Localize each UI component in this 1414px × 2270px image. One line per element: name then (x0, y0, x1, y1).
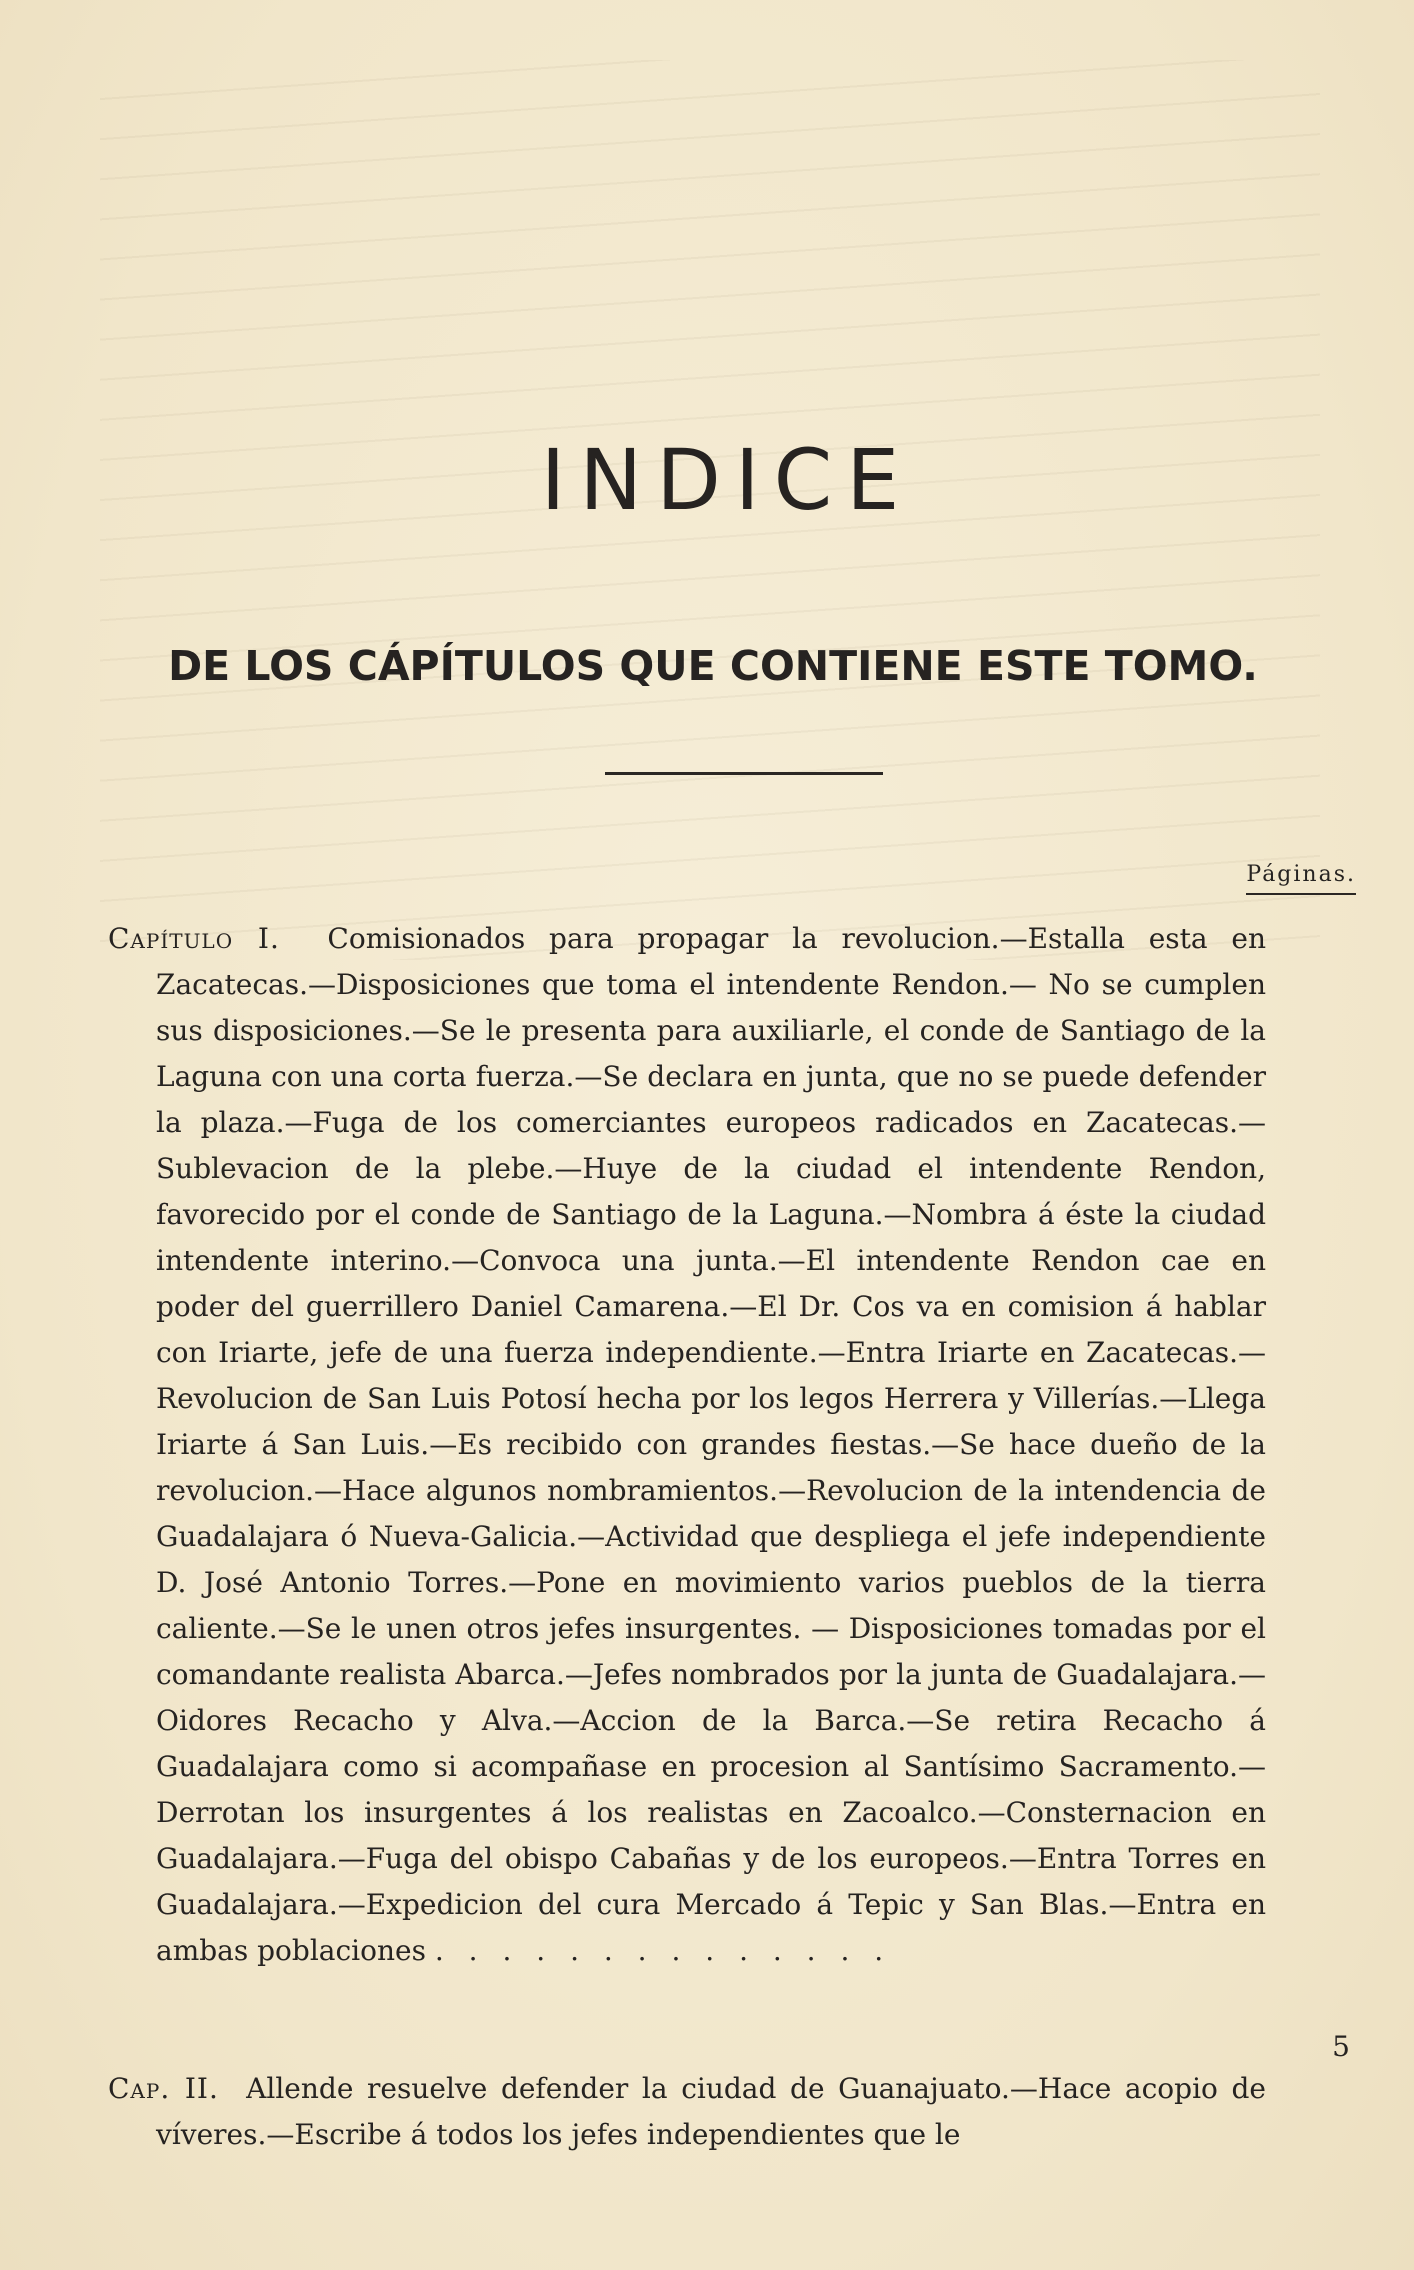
title-divider (605, 772, 883, 775)
chapter-text: Allende resuelve defender la ciudad de Guanajuato.—Hace acopio de víveres.—Escribe á todos los jefes independientes que le (156, 2072, 1267, 2151)
chapter-summary (108, 2066, 1267, 2158)
chapter-label: Capítulo I. (108, 922, 280, 955)
page-subtitle: DE LOS CÁPÍTULOS QUE CONTIENE ESTE TOMO. (168, 642, 1258, 690)
chapter-entry (108, 916, 1266, 1974)
chapter-text: Comisionados para propagar la revolucion.—Estalla esta en Zacatecas.—Disposiciones que toma el intendente Rendon.— No se cumplen sus disposiciones.—Se le presenta para auxiliarle, el conde de Santiago de la Laguna con una corta fuerza.—Se declara en junta, que no se puede defender la plaza.—Fuga de los comerciantes europeos radicados en Zacatecas.—Sublevacion de la plebe.—Huye de la ciudad el intendente Rendon, favorecido por el conde de Santiago de la Laguna.—Nombra á éste la ciudad intendente interino.—Convoca una junta.—El intendente Rendon cae en poder del guerrillero Daniel Camarena.—El Dr. Cos va en comision á hablar con Iriarte, jefe de una fuerza independiente.—Entra Iriarte en Zacatecas.—Revolucion de San Luis Potosí hecha por los legos Herrera y Villerías.—Llega Iriarte á San Luis.—Es recibido con grandes fiestas.—Se hace dueño de la revolucion.—Hace algunos nombramientos.—Revolucion de la intendencia de Guadalajara ó Nueva-Galicia.—Actividad que despliega el jefe independiente D. José Antonio Torres.—Pone en movimiento varios pueblos de la tierra caliente.—Se le unen otros jefes insurgentes. — Disposiciones tomadas por el comandante realista Abarca.—Jefes nombrados por la junta de Guadalajara.—Oidores Recacho y Alva.—Accion de la Barca.—Se retira Recacho á Guadalajara como si acompañase en procesion al Santísimo Sacramento.—Derrotan los insurgentes á los realistas en Zacoalco.—Consternacion en Guadalajara.—Fuga del obispo Cabañas y de los europeos.—Entra Torres en Guadalajara.—Expedicion del cura Mercado á Tepic y San Blas.—Entra en ambas poblaciones (156, 922, 1266, 1967)
page-title: INDICE (540, 431, 914, 529)
chapter-label: Cap. II. (108, 2072, 219, 2105)
chapter-entry (108, 2066, 1266, 2158)
leader-dots: . . . . . . . . . . . . . . (434, 1934, 892, 1967)
pages-column-label: Páginas. (1246, 862, 1356, 895)
chapter-summary (108, 916, 1266, 1974)
chapter-page-number: 5 (1332, 2030, 1350, 2063)
